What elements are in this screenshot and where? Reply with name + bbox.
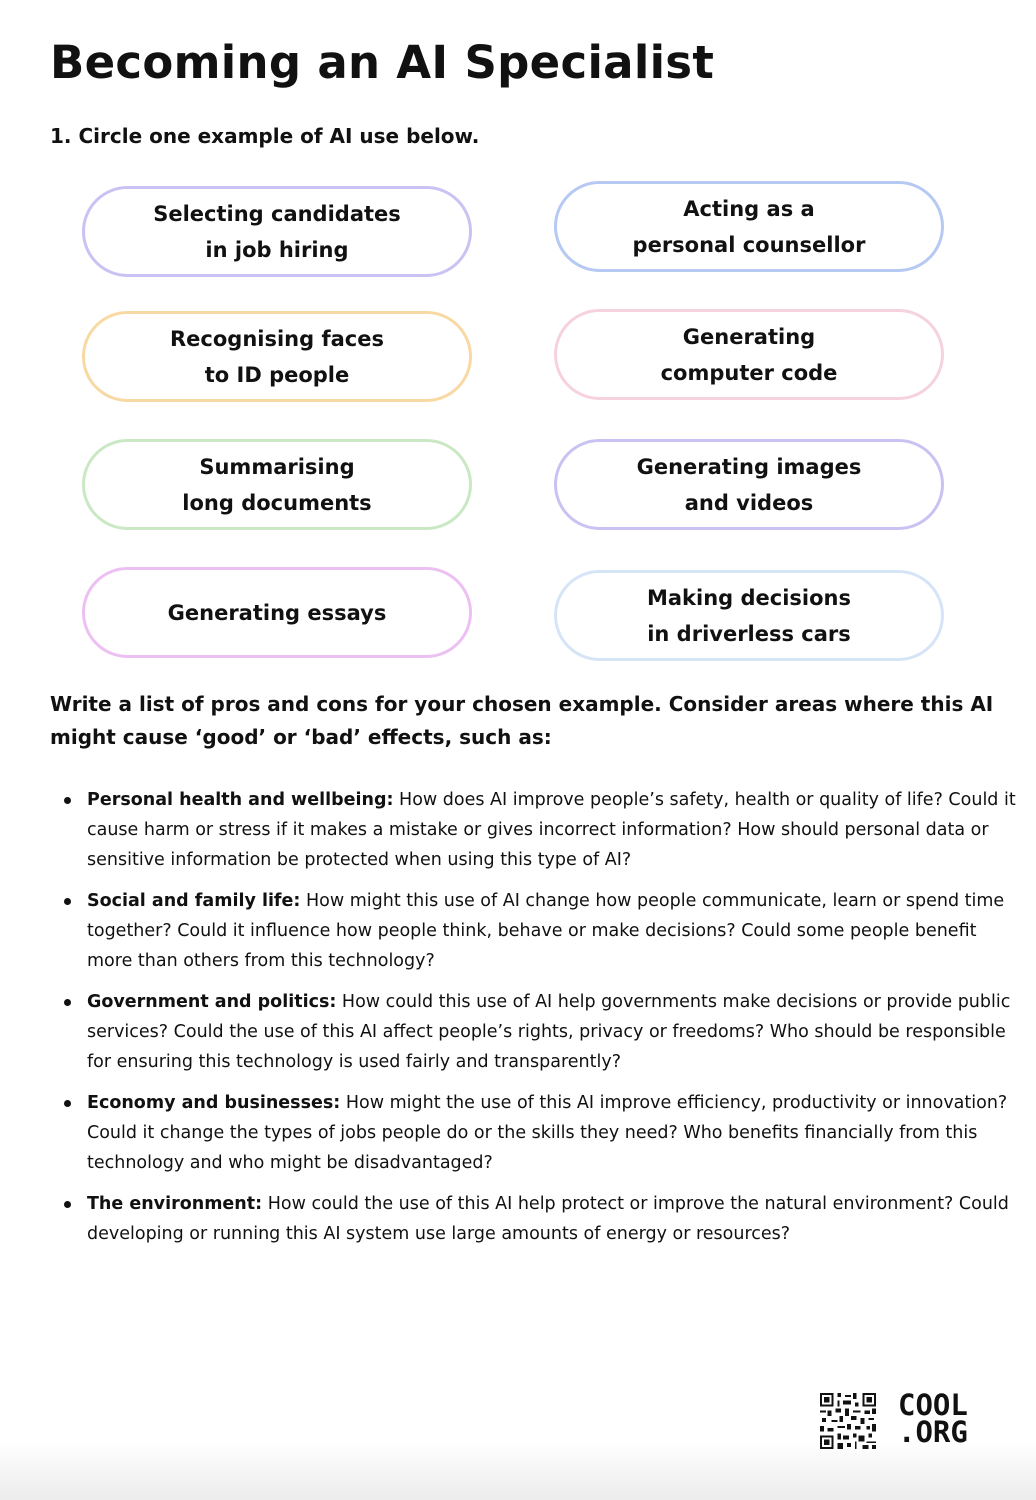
option-personal-counsellor[interactable]: [554, 181, 944, 272]
option-label: Selecting candidates in job hiring: [153, 201, 401, 262]
option-label: Making decisions in driverless cars: [646, 585, 852, 646]
option-label: Recognising faces to ID people: [170, 326, 384, 387]
list-item-heading: Personal health and wellbeing:: [87, 790, 394, 810]
list-item-heading: Government and politics:: [87, 992, 337, 1012]
list-item-heading: Economy and businesses:: [87, 1093, 341, 1113]
option-label: Generating computer code: [660, 324, 838, 385]
footer-shade: [0, 1440, 1036, 1500]
option-label: Acting as a personal counsellor: [632, 196, 866, 257]
list-item-text: How could the use of this AI help protect or improve the natural environment? Could developing or running this AI system use large amounts of energy or resources?: [87, 1194, 1009, 1244]
option-label: Summarising long documents: [182, 454, 372, 515]
question-1: 1. Circle one example of AI use below.: [50, 124, 480, 148]
list-item: [87, 987, 1022, 1077]
areas-list: [50, 785, 1022, 1260]
list-item: [87, 886, 1022, 976]
cool-org-logo[interactable]: [898, 1388, 984, 1449]
logo-line-2: .ORG: [898, 1415, 968, 1449]
option-driverless-cars[interactable]: [554, 570, 944, 661]
intro-text: Write a list of pros and cons for your chosen example. Consider areas where this AI might cause ‘good’ or ‘bad’ effects, such as:: [50, 692, 994, 749]
list-item-text: How could this use of AI help governments make decisions or provide public services? Could the use of this AI affect people’s rights, privacy or freedoms? Who should be responsible for ensuring this technology is used fairly and transparently?: [87, 992, 1011, 1072]
list-item: [87, 1189, 1022, 1249]
page-title: Becoming an AI Specialist: [50, 36, 715, 89]
list-item-text: How might this use of AI change how people communicate, learn or spend time together? Could it influence how people think, behave or make decisions? Could some people benefit more than others from this technology?: [87, 891, 1005, 971]
option-images-videos[interactable]: [554, 439, 944, 530]
logo-line-1: COOL: [898, 1388, 968, 1422]
option-generating-essays[interactable]: [82, 567, 472, 658]
list-item: [87, 1088, 1022, 1178]
option-recognising-faces[interactable]: [82, 311, 472, 402]
list-item: [87, 785, 1022, 875]
list-item-heading: The environment:: [87, 1194, 263, 1214]
qr-code-icon[interactable]: [820, 1393, 876, 1449]
option-label: Generating images and videos: [636, 454, 862, 515]
list-item-text: How might the use of this AI improve efficiency, productivity or innovation? Could it change the types of jobs people do or the skills they need? Who benefits financially from this technology and who might be disadvantaged?: [87, 1093, 1008, 1173]
option-label: Generating essays: [167, 600, 387, 625]
option-computer-code[interactable]: [554, 309, 944, 400]
list-item-text: How does AI improve people’s safety, health or quality of life? Could it cause harm or stress if it makes a mistake or gives incorrect information? How should personal data or sensitive information be protected when using this type of AI?: [87, 790, 1016, 870]
list-item-heading: Social and family life:: [87, 891, 301, 911]
option-summarising-documents[interactable]: [82, 439, 472, 530]
option-job-hiring[interactable]: [82, 186, 472, 277]
